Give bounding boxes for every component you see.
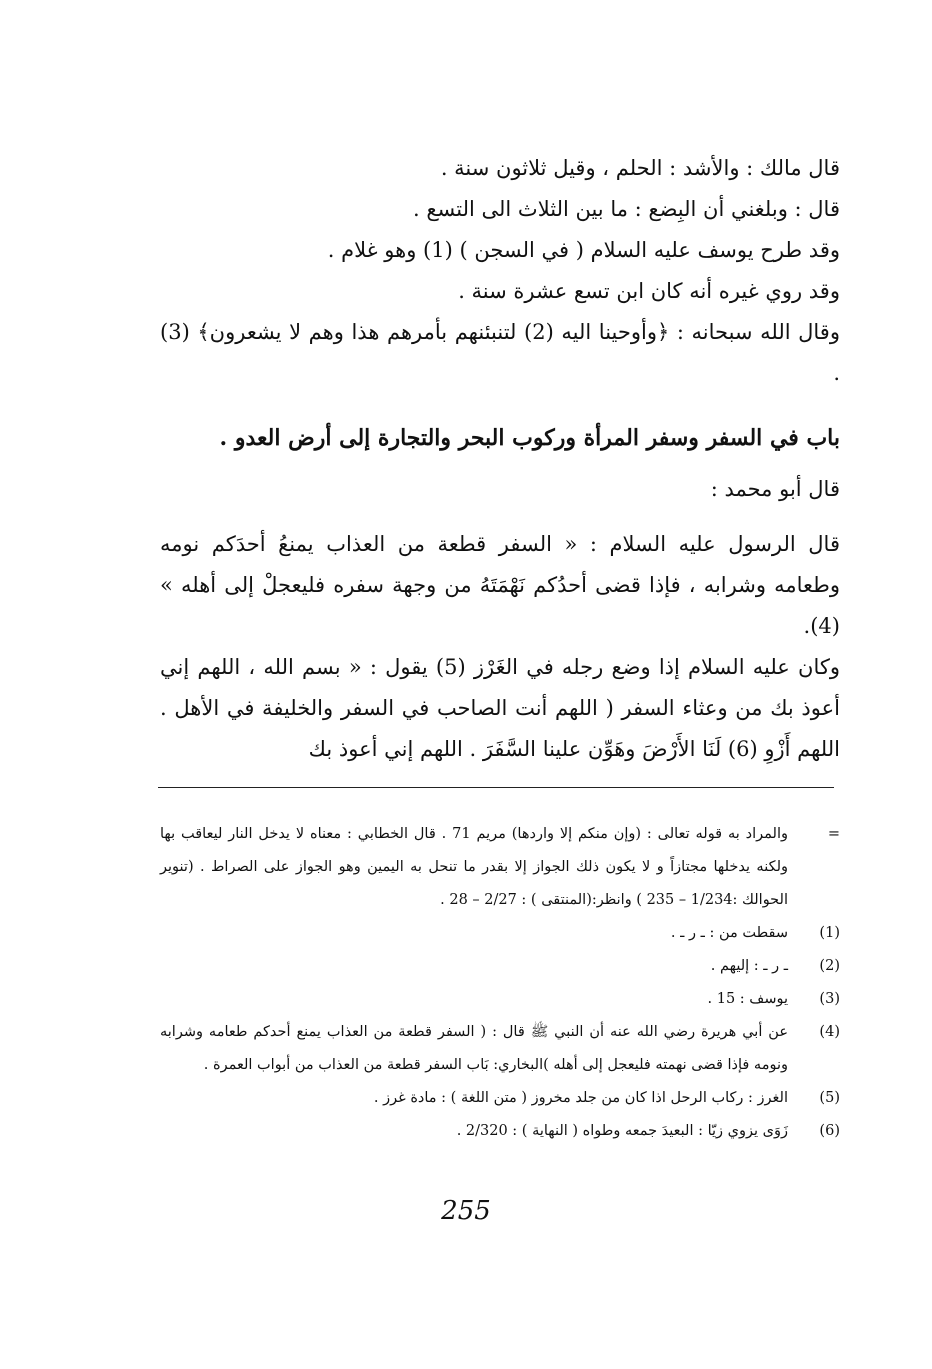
text-line: وقال الله سبحانه : ﴿وأوحينا اليه (2) لتنبئنهم بأمرهم هذا وهم لا يشعرون﴾ (3) . [160,320,840,385]
footnote-number: (4) [819,1024,840,1040]
footnote-number: (2) [819,958,840,974]
footnote-text: زَوَى يزوي زيّا : البعيدَ جمعه وطواه ( النهاية ) : 2/320 . [456,1123,788,1139]
footnote-text: سقطت من : ـ ر ـ . [670,925,788,941]
footnotes [160,818,840,1148]
text-line: وقد روي غيره أنه كان ابن تسع عشرة سنة . [458,279,840,303]
footnote [160,950,840,983]
footnote-number: (1) [819,925,840,941]
continuation-marker: = [827,826,840,842]
footnote [160,1115,840,1148]
footnote-text: يوسف : 15 . [707,991,788,1007]
text-line: قال : وبلغني أن البِضع : ما بين الثلاث الى التسع . [413,197,840,221]
attribution: قال أبو محمد : [710,477,840,501]
footnote-text: عن أبي هريرة رضي الله عنه أن النبي ﷺ قال : ( السفر قطعة من العذاب يمنع أحدكم طعامه وشرابه ونومه فإذا قضى نهمته فليعجل إلى أهله )البخاري: بَاب السفر قطعة من العذاب من أبواب العمرة . [160,1024,788,1073]
text-line: وقد طرح يوسف عليه السلام ( في السجن ) (1) وهو غلام . [327,238,840,262]
page-number: 255 [441,1196,491,1226]
paragraph: قال الرسول عليه السلام : « السفر قطعة من العذاب يمنعُ أحدَكم نومه وطعامه وشرابه ، فإذا قضى أحدُكم نَهْمَتَهُ من وجهة سفره فليعجلْ إلى أهله » (4). [160,532,840,638]
footnote-number: (5) [819,1090,840,1106]
footnote-text: الغرز : ركاب الرحل اذا كان من جلد مخروز ( متن اللغة ) : مادة غرز . [373,1090,788,1106]
footnote [160,983,840,1016]
footnote-number: (3) [819,991,840,1007]
footnote-continued [160,818,840,917]
footnote-number: (6) [819,1123,840,1139]
paragraph: وكان عليه السلام إذا وضع رجله في الغَرْز (5) يقول : « بسم الله ، اللهم إني أعوذ بك من وعثاء السفر ( اللهم أنت الصاحب في السفر والخليفة في الأهل . اللهم أَزْوِ (6) لَنَا الأَرْضَ وهَوِّن علينا السَّفَرَ . اللهم إني أعوذ بك [160,655,840,761]
footnote-text: ـ ر ـ : إليهم . [710,958,788,974]
chapter-heading: باب في السفر وسفر المرأة وركوب البحر والتجارة إلى أرض العدو . [219,425,840,451]
main-text [160,148,840,770]
footnote [160,1016,840,1082]
footnote [160,1082,840,1115]
footnote-text: والمراد به قوله تعالى : (وإن منكم إلا واردها) مريم 71 . قال الخطابي : معناه لا يدخل النار ليعاقب بها ولكنه يدخلها مجتازاً و لا يكون ذلك الجواز إلا بقدر ما تنحل به اليمين وهو الجواز على الصراط . (تنوير الحوالك :1/234 – 235 ) وانظر:(المنتقى ) : 2/27 – 28 . [160,826,788,908]
footnote-divider [158,787,834,788]
text-line: قال مالك : والأشد : الحلم ، وقيل ثلاثون سنة . [440,156,840,180]
footnote [160,917,840,950]
